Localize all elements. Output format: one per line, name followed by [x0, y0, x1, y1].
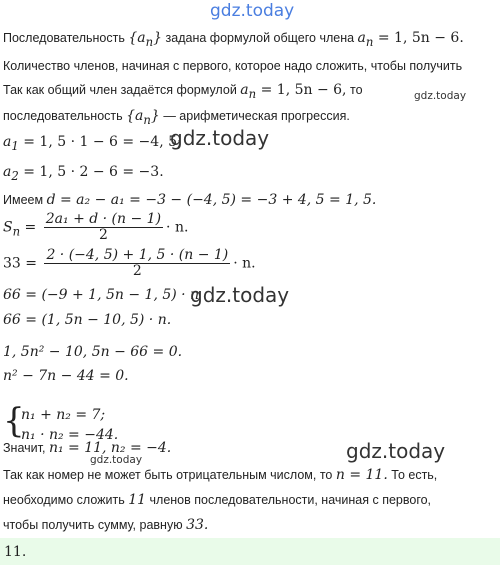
text: последовательность — [3, 109, 123, 123]
watermark-lower-small: gdz.today — [90, 454, 143, 466]
equation-step-1: 66 = (−9 + 1, 5n − 1, 5) · n — [3, 287, 200, 303]
watermark-lower-big: gdz.today — [346, 439, 446, 463]
term-count: 11 — [128, 492, 147, 508]
system-brace: { — [3, 401, 25, 441]
problem-line-1 — [3, 30, 464, 50]
first-term-calc: $a_1 = 1$, 5 · 1 − 6 = −4, 5; — [3, 134, 182, 153]
sum-value: 33. — [186, 517, 209, 533]
text: Последовательность — [3, 31, 125, 45]
watermark-right: gdz.today — [414, 90, 467, 102]
problem-line-2: Количество членов, начиная с первого, которое надо сложить, чтобы получить — [3, 59, 463, 73]
text: — арифметическая прогрессия. — [163, 109, 350, 123]
text: задана формулой общего члена — [165, 31, 355, 45]
equation-step-2: 66 = (1, 5n − 10, 5) · n. — [3, 312, 172, 328]
sequence-symbol: $\{a_n\}$ — [128, 30, 163, 49]
text: членов последовательности, начиная с первого, — [149, 493, 432, 507]
text: необходимо сложить — [3, 493, 125, 507]
reduced-quadratic: n² − 7n − 44 = 0. — [3, 368, 129, 384]
general-term-formula: $a_n = 1$, 5n − 6, — [240, 82, 347, 101]
conclusion-line-2 — [3, 492, 431, 508]
watermark-mid-1: gdz.today — [170, 126, 270, 150]
solution-line-2 — [3, 108, 350, 128]
difference-calc — [3, 192, 376, 208]
solution-line-1 — [3, 82, 363, 102]
text: Так как общий член задаётся формулой — [3, 83, 237, 97]
difference-formula: d = a₂ − a₁ = −3 − (−4, 5) = −3 + 4, 5 = 1, 5. — [46, 192, 377, 208]
second-term-calc: $a_2 = 1$, 5 · 2 − 6 = −3. — [3, 164, 164, 183]
answer-bar — [0, 538, 500, 565]
answer-value: 11. — [4, 544, 27, 560]
watermark-mid-2: gdz.today — [190, 283, 290, 307]
text: Имеем — [3, 193, 44, 207]
roots-line — [3, 440, 171, 456]
quadratic-equation: 1, 5n² − 10, 5n − 66 = 0. — [3, 344, 183, 360]
n-value: n = 11. — [335, 467, 388, 483]
sequence-symbol: $\{a_n\}$ — [126, 108, 160, 127]
watermark-top: gdz.today — [210, 1, 295, 21]
text: То есть, — [391, 468, 438, 482]
conclusion-line-1 — [3, 467, 437, 483]
roots-formula: n₁ = 11, n₂ = −4. — [48, 440, 172, 456]
text: то — [350, 83, 363, 97]
text: Значит, — [3, 441, 46, 455]
sum-fraction: $\frac{\text{2a₁ + d · (n − 1)}}{2}$ — [45, 211, 162, 243]
text: Так как номер не может быть отрицательным числом, то — [3, 468, 333, 482]
general-term-formula: $a_n = 1$, 5n − 6. — [357, 30, 464, 49]
conclusion-line-3 — [3, 517, 208, 533]
substitution-fraction: $\frac{2 \cdot (-4, 5) + 1, 5 \cdot (n - 1)}{2}$ — [46, 247, 229, 279]
system-row-product: n₁ · n₂ = −44. — [21, 427, 119, 443]
text: чтобы получить сумму, равную — [3, 518, 183, 532]
system-row-sum: n₁ + n₂ = 7; — [21, 407, 106, 423]
sum-formula: $S_n$ = $\frac{\text{2a₁ + d · (n − 1)}}{2}$ · n. — [3, 211, 189, 243]
sum-substitution: 33 = $\frac{2 \cdot (-4, 5) + 1, 5 \cdot (n - 1)}{2}$ · n. — [3, 247, 256, 279]
